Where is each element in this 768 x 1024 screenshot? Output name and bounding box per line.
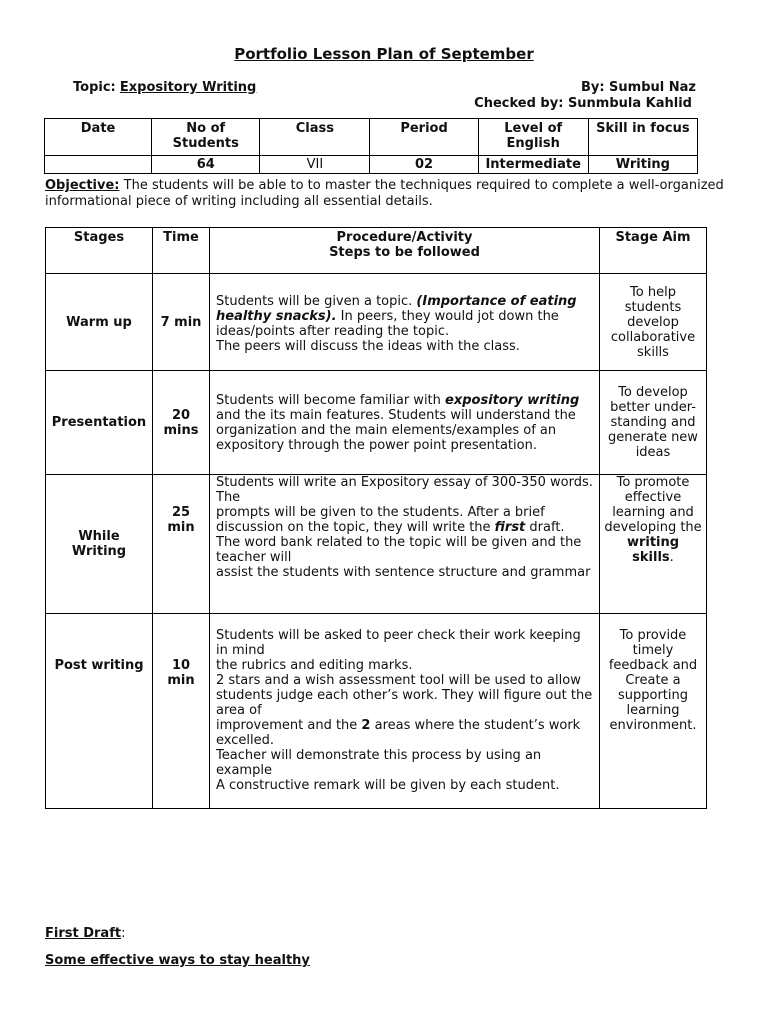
aim-post-writing: To provide timely feedback and Create a supporting learning environment. [600, 614, 707, 809]
value-date [45, 156, 152, 174]
table-row [46, 274, 707, 371]
essay-title: Some effective ways to stay healthy [45, 953, 310, 968]
procedure-text: In peers, they would jot down the ideas/points after reading the topic. [216, 309, 559, 339]
header-level-of-english: Level of English [478, 119, 588, 156]
header-no-of-students: No of Students [152, 119, 260, 156]
table-row [46, 614, 707, 809]
stage-warm-up: Warm up [46, 274, 153, 371]
time-post-writing: 10 min [153, 614, 210, 809]
first-draft-colon: : [121, 926, 126, 941]
objective [45, 178, 735, 210]
objective-text: The students will be able to to master the techniques required to complete a well-organized informational piece of writing including all essential details. [45, 178, 724, 209]
topic-line [73, 80, 256, 95]
header-date: Date [45, 119, 152, 156]
value-period: 02 [370, 156, 478, 174]
topic-label: Topic: [73, 80, 116, 95]
procedure-presentation [210, 371, 600, 475]
aim-warm-up: To help students develop collaborative skills [600, 274, 707, 371]
aim-emphasis: writing skills [626, 535, 680, 565]
header-procedure [210, 228, 600, 274]
objective-label: Objective: [45, 178, 120, 193]
topic-value: Expository Writing [119, 80, 257, 95]
value-skill-in-focus: Writing [588, 156, 697, 174]
procedure-text: the rubrics and editing marks. [216, 658, 413, 673]
author: By: Sumbul Naz [580, 80, 696, 95]
procedure-text: Students will write an Expository essay of 300-350 words. The [216, 475, 593, 505]
value-level-of-english: Intermediate [478, 156, 588, 174]
procedure-text: prompts will be given to the students. After a brief discussion on the topic, they will write the [216, 505, 545, 535]
lesson-plan-table [45, 227, 707, 809]
table-row [46, 475, 707, 614]
procedure-text: Students will be given a topic. [216, 294, 417, 309]
header-skill-in-focus: Skill in focus [588, 119, 697, 156]
first-draft-label: First Draft [45, 926, 122, 941]
procedure-text: draft. [525, 520, 565, 535]
header-time: Time [153, 228, 210, 274]
stage-presentation: Presentation [46, 371, 153, 475]
procedure-emphasis: expository writing [445, 392, 580, 408]
value-class: VII [260, 156, 370, 174]
procedure-text: improvement and the [216, 718, 362, 733]
time-presentation: 20 mins [153, 371, 210, 475]
stage-post-writing: Post writing [46, 614, 153, 809]
value-no-of-students: 64 [152, 156, 260, 174]
procedure-text: Students will become familiar with [216, 392, 446, 408]
page-title: Portfolio Lesson Plan of September [234, 45, 534, 63]
procedure-emphasis: first [494, 520, 526, 535]
stage-while-writing: While Writing [46, 475, 153, 614]
checked-by: Checked by: Sunmbula Kahlid [474, 96, 692, 111]
header-procedure-line1: Procedure/Activity [336, 230, 473, 245]
procedure-text: Students will be asked to peer check their work keeping in mind [216, 628, 581, 658]
table-row [46, 371, 707, 475]
header-class: Class [260, 119, 370, 156]
info-table [44, 118, 698, 174]
time-while-writing: 25 min [153, 475, 210, 614]
procedure-while-writing [210, 475, 600, 614]
procedure-text: areas where the student’s work excelled. [216, 718, 581, 748]
first-draft-heading [45, 926, 125, 941]
time-warm-up: 7 min [153, 274, 210, 371]
header-period: Period [370, 119, 478, 156]
procedure-text: 2 stars and a wish assessment tool will be used to allow students judge each other’s work. They will figure out the area of [216, 673, 593, 718]
header-stages: Stages [46, 228, 153, 274]
procedure-text: and the its main features. Students will understand the organization and the main elements/examples of an expository through the power point presentation. [216, 407, 576, 453]
procedure-text: A constructive remark will be given by each student. [216, 778, 560, 793]
header-procedure-line2: Steps to be followed [329, 245, 480, 260]
procedure-text: The word bank related to the topic will be given and the teacher will [216, 535, 582, 565]
header-stage-aim: Stage Aim [600, 228, 707, 274]
aim-text: To promote effective learning and developing the [604, 475, 702, 535]
procedure-text: Teacher will demonstrate this process by using an example [216, 748, 542, 778]
procedure-topic-emphasis: (Importance of eating healthy snacks). [216, 294, 577, 324]
aim-presentation: To develop better under-standing and generate new ideas [600, 371, 707, 475]
aim-text: . [669, 550, 674, 565]
procedure-warm-up [210, 274, 600, 371]
aim-while-writing [600, 475, 707, 614]
procedure-text: The peers will discuss the ideas with the class. [216, 339, 520, 354]
procedure-post-writing [210, 614, 600, 809]
procedure-text: assist the students with sentence structure and grammar [216, 565, 591, 580]
procedure-emphasis: 2 [361, 718, 371, 733]
